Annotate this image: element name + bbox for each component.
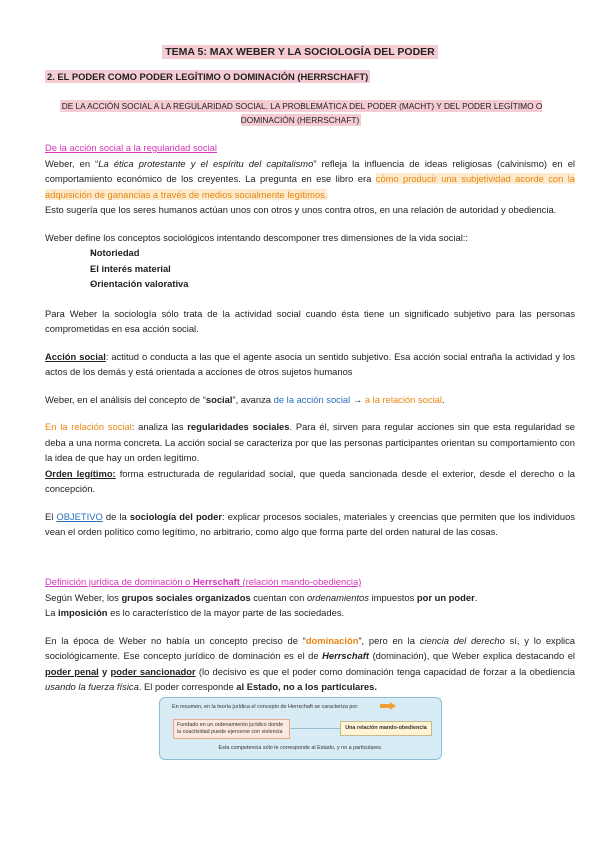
section-heading: 2. EL PODER COMO PODER LEGÍTIMO O DOMINACIÓN (HERRSCHAFT) — [47, 71, 369, 82]
paragraph: El OBJETIVO de la sociología del poder: explicar procesos sociales, materiales y creencias que permiten que los individuos vean el orden político como legítimo, no arbitrario, como algo que forma parte del orden natural de las cosas. — [45, 510, 575, 537]
definition-accion-social: Acción social: actitud o conducta a las que el agente asocia un sentido subjetivo. Esa acción social entraña la actividad y los actos de los demás y está orientada a acciones de otros sujetos humanos — [45, 350, 575, 377]
list-item: - Notoriedad — [45, 245, 575, 261]
list-item: - Orientación valorativa — [45, 276, 575, 292]
paragraph: Weber define los conceptos sociológicos intentando descomponer tres dimensiones de la vida social:: — [45, 231, 468, 243]
definicion-heading: Definición jurídica de dominación o Herrschaft (relación mando-obediencia) — [45, 576, 362, 587]
highlight-text: cómo producir una subjetividad acorde con la adquisición de ganancias a través de medios socialmente legítimos. — [45, 173, 575, 200]
dimension-list — [45, 245, 575, 292]
paragraph: Según Weber, los grupos sociales organizados cuentan con ordenamientos impuestos por un poder. — [45, 591, 478, 603]
definicion-block — [45, 574, 575, 695]
paragraph: En la época de Weber no había un concepto preciso de “dominación”, pero en la ciencia del derecho sí, y lo explica sociológicamente. Ese concepto jurídico de dominación es el de Herrschaft (dominación), que Weber explica destacando el poder penal y poder sancionador (lo decisivo es que el poder como dominación tenga capacidad de forzar a la obediencia usando la fuerza física. El poder corresponde al Estado, no a los particulares. — [45, 634, 576, 692]
list-item: - El interés material — [45, 261, 575, 277]
section-subtitle: DE LA ACCIÓN SOCIAL A LA REGULARIDAD SOCIAL. LA PROBLEMÁTICA DEL PODER (MACHT) Y DEL PODER LEGÍTIMO O DOMINACIÓN (HERRSCHAFT) — [61, 101, 543, 125]
paragraph: Para Weber la sociología sólo trata de la actividad social cuando ésta tiene un significado subjetivo para las personas comprometidas en esa acción social. — [45, 307, 575, 334]
accion-social-block — [45, 140, 575, 540]
diagram-connector — [290, 728, 340, 729]
page-title: TEMA 5: MAX WEBER Y LA SOCIOLOGÍA DEL PODER — [0, 46, 600, 58]
diagram-right-box: Una relación mando-obediencia — [340, 721, 432, 736]
paragraph: La imposición es lo característico de la mayor parte de las sociedades. — [45, 607, 345, 618]
paragraph: Weber, en el análisis del concepto de “social”, avanza de la acción social → a la relación social. — [45, 393, 445, 405]
diagram-footer: Esta competencia sólo le corresponde al Estado, y no a particulares. — [218, 745, 383, 751]
accion-heading: De la acción social a la regularidad social — [45, 142, 217, 153]
paragraph: Esto sugería que los seres humanos actúan unos con otros y unos contra otros, en una relación de autoridad y obediencia. — [45, 204, 557, 215]
definition-orden-legitimo: Orden legítimo: forma estructurada de regularidad social, que queda sancionada desde el exterior, desde el derecho o la concepción. — [45, 467, 575, 494]
arrow-right-icon — [380, 702, 396, 710]
paragraph: En la relación social: analiza las regularidades sociales. Para él, sirven para regular acciones sin que esta regularidad se deba a una norma concreta. La acción social se caracteriza por que las personas participantes orientan su comportamiento con la idea de que hay un orden legítimo. — [45, 421, 575, 463]
paragraph: Weber, en “La ética protestante y el espíritu del capitalismo” refleja la influencia de ideas religiosas (calvinismo) en el comportamiento económico de los creyentes. La pregunta en ese libro era cómo producir una subjetividad acorde con la adquisición de ganancias a través de medios socialmente legítimos. — [45, 157, 575, 200]
diagram-left-box: Fundado en un ordenamiento jurídico donde la coactividad puede ejercerse con violencia — [173, 719, 290, 739]
diagram-heading: En resumen, en la teoría jurídica el concepto de Herrschaft se caracteriza por: — [172, 704, 359, 710]
summary-diagram — [159, 697, 442, 760]
